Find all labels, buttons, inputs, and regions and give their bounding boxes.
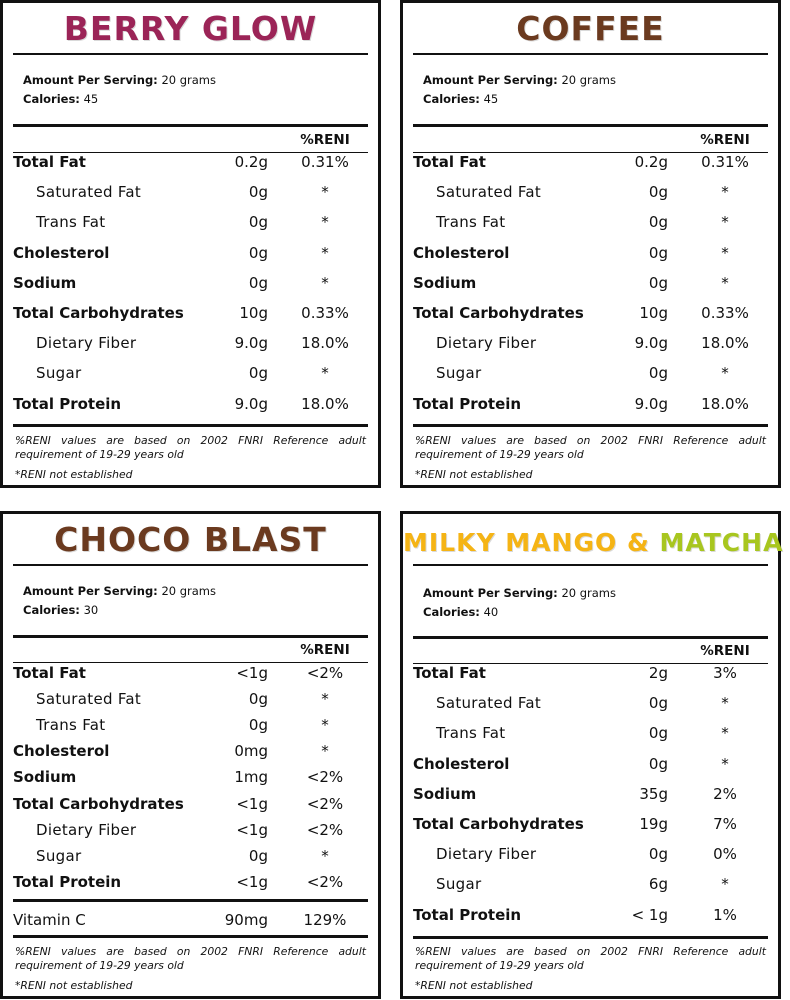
nutrient-amount: 0mg xyxy=(234,742,268,761)
nutrient-reni: 0% xyxy=(713,845,737,864)
title-ampersand: & xyxy=(626,528,650,557)
table-row xyxy=(413,183,768,207)
table-row xyxy=(13,183,368,207)
nutrient-reni: 129% xyxy=(303,911,347,929)
footnote-not-established: *RENI not established xyxy=(15,468,133,481)
table-row xyxy=(413,213,768,237)
nutrient-amount: 6g xyxy=(648,875,668,894)
nutrient-amount: 0g xyxy=(648,364,668,383)
table-row xyxy=(413,785,768,809)
table-row xyxy=(13,244,368,268)
nutrient-reni: 18.0% xyxy=(301,334,349,353)
nutrient-reni: * xyxy=(321,364,329,383)
nutrition-panel-milky-mango-matcha xyxy=(400,511,784,999)
nutrient-amount: 0g xyxy=(648,724,668,743)
nutrient-reni: <2% xyxy=(306,872,344,891)
nutrient-name: Total Carbohydrates xyxy=(413,304,584,322)
nutrient-name: Saturated Fat xyxy=(436,183,542,202)
nutrient-amount: 0g xyxy=(248,273,268,292)
divider xyxy=(13,564,368,566)
nutrient-name: Total Fat xyxy=(413,664,486,682)
nutrient-name: Sodium xyxy=(13,768,77,787)
calories-value: 45 xyxy=(83,92,99,106)
calories-value: 30 xyxy=(83,603,99,617)
nutrient-name: Total Carbohydrates xyxy=(413,815,584,833)
nutrient-name: Total Protein xyxy=(413,905,522,924)
nutrient-name: Saturated Fat xyxy=(36,690,142,709)
nutrient-name: Sugar xyxy=(436,875,482,894)
nutrient-name: Sugar xyxy=(36,364,82,383)
nutrient-name: Total Carbohydrates xyxy=(13,304,184,322)
nutrient-name: Total Protein xyxy=(413,394,522,413)
nutrient-name: Trans Fat xyxy=(436,213,506,232)
table-row xyxy=(13,821,368,845)
nutrient-reni: 1% xyxy=(713,905,737,924)
nutrient-reni: 0.31% xyxy=(701,153,749,171)
table-row xyxy=(13,742,368,766)
divider xyxy=(413,564,768,566)
nutrient-name: Total Protein xyxy=(13,394,122,413)
serving-value: 20 grams xyxy=(561,73,616,87)
nutrient-reni: 2% xyxy=(713,784,737,803)
divider xyxy=(413,53,768,55)
serving-info xyxy=(423,71,616,109)
nutrient-name: Dietary Fiber xyxy=(36,820,137,839)
nutrient-amount: 19g xyxy=(639,815,668,833)
calories-label: Calories: xyxy=(23,603,80,617)
nutrient-reni: 0.33% xyxy=(701,304,749,322)
divider-thick xyxy=(413,636,768,639)
nutrient-reni: <2% xyxy=(306,794,344,813)
table-row xyxy=(13,213,368,237)
table-row xyxy=(13,795,368,819)
table-row xyxy=(413,395,768,419)
nutrient-reni: * xyxy=(321,213,329,232)
divider-thick xyxy=(13,899,368,902)
footnote-not-established: *RENI not established xyxy=(415,468,533,481)
nutrient-reni: * xyxy=(721,183,729,202)
nutrient-amount: 0g xyxy=(648,845,668,864)
nutrient-name: Dietary Fiber xyxy=(436,845,537,864)
table-row xyxy=(13,395,368,419)
nutrient-name: Sodium xyxy=(413,784,477,803)
nutrient-name: Total Protein xyxy=(13,872,122,891)
table-row-vitamin-c xyxy=(13,911,368,935)
panel-title: CHOCO BLAST xyxy=(54,520,327,559)
nutrient-name: Cholesterol xyxy=(413,754,510,773)
nutrient-reni: 0.31% xyxy=(301,153,349,171)
table-row xyxy=(13,873,368,897)
title-matcha: MATCHA xyxy=(659,528,784,557)
nutrient-name: Dietary Fiber xyxy=(36,334,137,353)
nutrient-reni: * xyxy=(321,716,329,735)
nutrient-amount: <1g xyxy=(236,820,268,839)
nutrient-reni: 18.0% xyxy=(701,334,749,353)
calories-label: Calories: xyxy=(23,92,80,106)
reni-header: %RENI xyxy=(700,132,750,148)
table-row xyxy=(13,664,368,688)
nutrient-reni: 3% xyxy=(713,664,737,682)
table-row xyxy=(413,875,768,899)
serving-value: 20 grams xyxy=(161,73,216,87)
nutrient-name: Trans Fat xyxy=(436,724,506,743)
nutrient-name: Dietary Fiber xyxy=(436,334,537,353)
nutrient-amount: 35g xyxy=(639,784,668,803)
table-row xyxy=(13,768,368,792)
nutrient-amount: 0g xyxy=(248,183,268,202)
table-row xyxy=(413,244,768,268)
nutrient-amount: 9.0g xyxy=(634,334,668,353)
nutrient-reni: * xyxy=(321,742,329,761)
divider-thick xyxy=(13,635,368,638)
table-row xyxy=(413,694,768,718)
nutrient-amount: 0g xyxy=(248,243,268,262)
nutrient-reni: * xyxy=(321,243,329,262)
table-row xyxy=(413,906,768,930)
serving-info xyxy=(23,71,216,109)
calories-value: 45 xyxy=(483,92,499,106)
footnote: %RENI values are based on 2002 FNRI Reference adult requirement of 19-29 years old xyxy=(15,434,366,461)
nutrient-name: Sodium xyxy=(13,273,77,292)
nutrient-reni: * xyxy=(721,273,729,292)
nutrient-amount: 10g xyxy=(239,304,268,322)
nutrient-amount: 0g xyxy=(648,694,668,713)
calories-value: 40 xyxy=(483,605,499,619)
nutrient-amount: 0g xyxy=(248,690,268,709)
serving-info xyxy=(23,582,216,620)
nutrient-amount: 9.0g xyxy=(634,394,668,413)
table-row xyxy=(13,364,368,388)
reni-header: %RENI xyxy=(300,642,350,658)
table-row xyxy=(413,364,768,388)
nutrient-name: Sugar xyxy=(436,364,482,383)
nutrient-amount: 0g xyxy=(648,754,668,773)
nutrient-reni: * xyxy=(721,213,729,232)
nutrient-amount: 0g xyxy=(648,213,668,232)
table-row xyxy=(413,724,768,748)
nutrient-reni: 0.33% xyxy=(301,304,349,322)
divider-thick xyxy=(413,424,768,427)
nutrient-name: Cholesterol xyxy=(13,742,110,761)
reni-header: %RENI xyxy=(700,643,750,659)
nutrient-name: Trans Fat xyxy=(36,716,106,735)
nutrition-panel-choco-blast xyxy=(0,511,381,999)
serving-value: 20 grams xyxy=(161,584,216,598)
nutrient-name: Trans Fat xyxy=(36,213,106,232)
nutrient-name: Vitamin C xyxy=(13,911,86,929)
panel-title: BERRY GLOW xyxy=(63,9,318,48)
footnote: %RENI values are based on 2002 FNRI Reference adult requirement of 19-29 years old xyxy=(415,945,766,972)
nutrient-amount: < 1g xyxy=(631,905,668,924)
nutrient-amount: 9.0g xyxy=(234,394,268,413)
nutrient-amount: <1g xyxy=(236,794,268,813)
nutrient-amount: 2g xyxy=(648,664,668,682)
nutrient-name: Sugar xyxy=(36,846,82,865)
table-row xyxy=(413,664,768,688)
nutrient-amount: <1g xyxy=(236,872,268,891)
nutrient-amount: 90mg xyxy=(224,911,268,929)
table-row xyxy=(413,304,768,328)
table-row xyxy=(413,845,768,869)
table-row xyxy=(13,847,368,871)
table-row xyxy=(13,334,368,358)
serving-info xyxy=(423,584,616,622)
nutrient-reni: * xyxy=(321,846,329,865)
divider-thick xyxy=(413,124,768,127)
nutrient-amount: 0g xyxy=(248,213,268,232)
nutrient-reni: * xyxy=(721,724,729,743)
serving-value: 20 grams xyxy=(561,586,616,600)
panel-title: COFFEE xyxy=(516,9,665,48)
nutrient-name: Total Fat xyxy=(13,153,86,171)
divider-thick xyxy=(13,424,368,427)
calories-label: Calories: xyxy=(423,92,480,106)
footnote: %RENI values are based on 2002 FNRI Reference adult requirement of 19-29 years old xyxy=(15,945,366,972)
footnote-not-established: *RENI not established xyxy=(15,979,133,992)
nutrient-name: Total Fat xyxy=(13,664,86,682)
calories-label: Calories: xyxy=(423,605,480,619)
nutrition-panel-coffee xyxy=(400,0,781,488)
divider-thick xyxy=(13,935,368,938)
panel-title xyxy=(403,528,784,557)
nutrient-amount: 0g xyxy=(648,243,668,262)
footnote-not-established: *RENI not established xyxy=(415,979,533,992)
divider-thick xyxy=(413,936,768,939)
nutrient-reni: * xyxy=(721,243,729,262)
nutrient-name: Saturated Fat xyxy=(436,694,542,713)
nutrient-amount: 0g xyxy=(648,273,668,292)
divider xyxy=(13,662,368,663)
nutrient-name: Saturated Fat xyxy=(36,183,142,202)
nutrient-reni: * xyxy=(721,694,729,713)
nutrient-reni: * xyxy=(721,875,729,894)
table-row xyxy=(13,690,368,714)
table-row xyxy=(413,755,768,779)
nutrient-amount: 10g xyxy=(639,304,668,322)
nutrient-name: Total Fat xyxy=(413,153,486,171)
nutrient-name: Cholesterol xyxy=(13,243,110,262)
table-row xyxy=(13,153,368,177)
nutrient-reni: 7% xyxy=(713,815,737,833)
nutrient-amount: 9.0g xyxy=(234,334,268,353)
nutrient-reni: * xyxy=(721,754,729,773)
nutrient-reni: 18.0% xyxy=(301,394,349,413)
nutrient-reni: <2% xyxy=(306,664,344,682)
table-row xyxy=(13,304,368,328)
nutrient-reni: * xyxy=(321,273,329,292)
serving-label: Amount Per Serving: xyxy=(23,584,158,598)
nutrient-reni: * xyxy=(721,364,729,383)
table-row xyxy=(413,815,768,839)
divider-thick xyxy=(13,124,368,127)
nutrient-amount: 0g xyxy=(248,716,268,735)
nutrient-reni: * xyxy=(321,183,329,202)
table-row xyxy=(13,274,368,298)
table-row xyxy=(13,716,368,740)
title-mango: MILKY MANGO xyxy=(403,528,618,557)
nutrient-amount: <1g xyxy=(236,664,268,682)
nutrition-panel-berry-glow xyxy=(0,0,381,488)
nutrient-name: Total Carbohydrates xyxy=(13,794,184,813)
nutrient-reni: <2% xyxy=(306,768,344,787)
table-row xyxy=(413,274,768,298)
nutrient-reni: 18.0% xyxy=(701,394,749,413)
serving-label: Amount Per Serving: xyxy=(23,73,158,87)
nutrient-reni: * xyxy=(321,690,329,709)
table-row xyxy=(413,334,768,358)
nutrient-amount: 0.2g xyxy=(634,153,668,171)
nutrient-amount: 0g xyxy=(248,846,268,865)
serving-label: Amount Per Serving: xyxy=(423,586,558,600)
table-row xyxy=(413,153,768,177)
nutrient-amount: 0g xyxy=(248,364,268,383)
nutrient-amount: 0g xyxy=(648,183,668,202)
reni-header: %RENI xyxy=(300,132,350,148)
nutrient-amount: 0.2g xyxy=(234,153,268,171)
nutrient-name: Sodium xyxy=(413,273,477,292)
nutrient-reni: <2% xyxy=(306,820,344,839)
nutrient-name: Cholesterol xyxy=(413,243,510,262)
footnote: %RENI values are based on 2002 FNRI Reference adult requirement of 19-29 years old xyxy=(415,434,766,461)
serving-label: Amount Per Serving: xyxy=(423,73,558,87)
nutrient-amount: 1mg xyxy=(234,768,268,787)
divider xyxy=(13,53,368,55)
